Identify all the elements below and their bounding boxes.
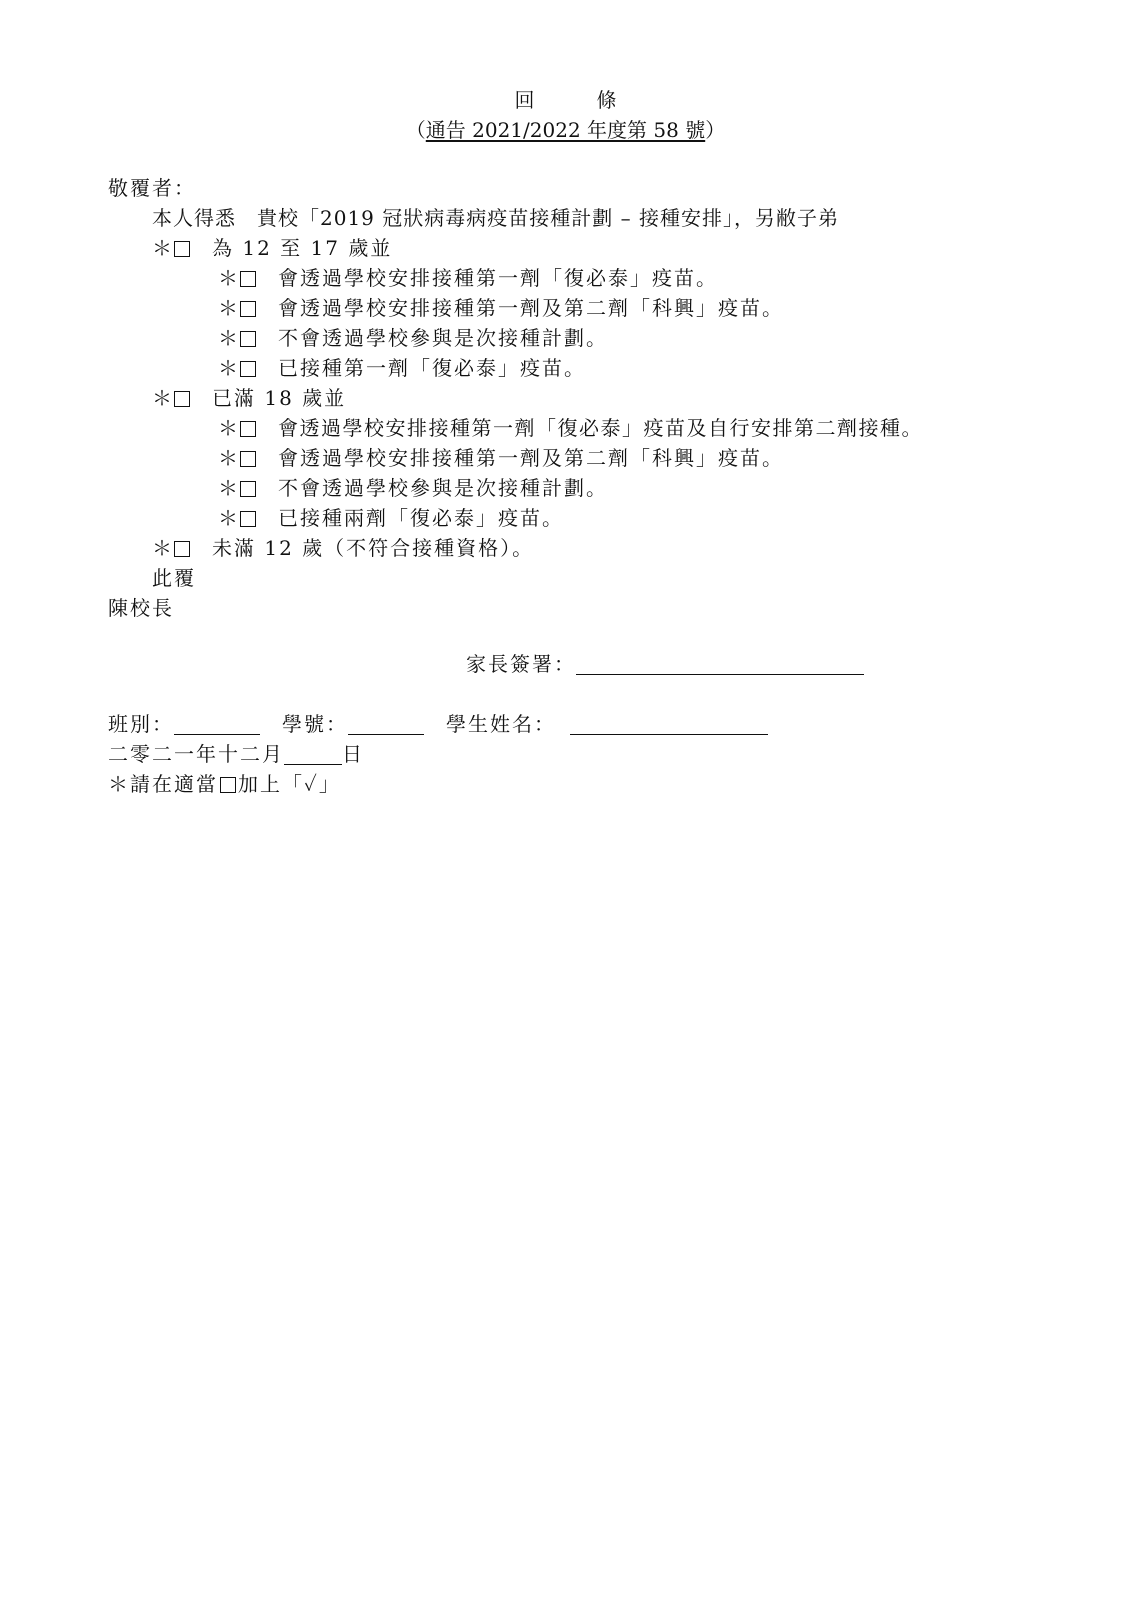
group-label: 未滿 12 歲（不符合接種資格）。 <box>212 536 535 560</box>
asterisk-mark: ＊ <box>218 416 238 440</box>
option-18-first-dose-biontech-self-second[interactable] <box>218 416 923 440</box>
date-suffix: 日 <box>342 742 364 766</box>
asterisk-mark: ＊ <box>218 506 238 530</box>
subtitle-open-paren: （ <box>405 118 426 142</box>
checkbox[interactable] <box>240 361 256 377</box>
signature-field[interactable] <box>576 654 864 675</box>
option-18-already-two-doses[interactable] <box>218 506 564 530</box>
checkbox[interactable] <box>240 511 256 527</box>
checkbox[interactable] <box>240 481 256 497</box>
notice-reference <box>0 118 1131 142</box>
asterisk-mark: ＊ <box>152 236 172 260</box>
option-label: 會透過學校安排接種第一劑「復必泰」疫苗。 <box>278 266 718 290</box>
recipient: 陳校長 <box>108 596 174 620</box>
asterisk-mark: ＊ <box>218 356 238 380</box>
checkbox[interactable] <box>240 331 256 347</box>
option-label: 已接種第一劑「復必泰」疫苗。 <box>278 356 586 380</box>
parent-signature <box>466 652 864 676</box>
date-day-field[interactable] <box>284 744 342 765</box>
option-under-12[interactable] <box>152 536 534 560</box>
intro-text: 本人得悉 貴校「2019 冠狀病毒病疫苗接種計劃 – 接種安排」，另敝子弟 <box>152 206 839 230</box>
option-12-17-already-first-dose[interactable] <box>218 356 586 380</box>
student-name-field[interactable] <box>570 714 768 735</box>
date-prefix: 二零二一年十二月 <box>108 742 284 766</box>
checkbox[interactable] <box>174 541 190 557</box>
checkbox-icon <box>220 777 236 793</box>
class-label: 班別： <box>108 712 174 736</box>
group-label: 為 12 至 17 歲並 <box>212 236 393 260</box>
checkbox[interactable] <box>240 421 256 437</box>
option-18-sinovac-two-doses[interactable] <box>218 446 784 470</box>
notice-number: 通告 2021/2022 年度第 58 號 <box>425 118 706 142</box>
option-18-not-participating[interactable] <box>218 476 608 500</box>
form-title <box>0 88 1131 112</box>
checkbox[interactable] <box>174 241 190 257</box>
title-char-2: 條 <box>596 88 617 112</box>
option-group-18-plus[interactable] <box>152 386 346 410</box>
option-label: 不會透過學校參與是次接種計劃。 <box>278 326 608 350</box>
checkbox[interactable] <box>174 391 190 407</box>
checkbox[interactable] <box>240 301 256 317</box>
option-label: 會透過學校安排接種第一劑及第二劑「科興」疫苗。 <box>278 296 784 320</box>
student-number-field[interactable] <box>348 714 424 735</box>
checkbox[interactable] <box>240 271 256 287</box>
option-label: 不會透過學校參與是次接種計劃。 <box>278 476 608 500</box>
asterisk-mark: ＊ <box>218 326 238 350</box>
closing-text: 此覆 <box>152 566 196 590</box>
student-name-label: 學生姓名： <box>446 712 556 736</box>
instruction-note <box>108 772 341 796</box>
option-12-17-sinovac-two-doses[interactable] <box>218 296 784 320</box>
asterisk-mark: ＊ <box>218 266 238 290</box>
asterisk-mark: ＊ <box>218 296 238 320</box>
option-group-12-17[interactable] <box>152 236 392 260</box>
option-12-17-not-participating[interactable] <box>218 326 608 350</box>
salutation: 敬覆者： <box>108 176 196 200</box>
student-number-label: 學號： <box>282 712 348 736</box>
option-12-17-first-dose-biontech[interactable] <box>218 266 718 290</box>
option-label: 會透過學校安排接種第一劑「復必泰」疫苗及自行安排第二劑接種。 <box>278 416 923 440</box>
instruction-suffix: 加上「✓」 <box>238 772 341 796</box>
asterisk-mark: ＊ <box>218 476 238 500</box>
title-char-1: 回 <box>514 88 535 112</box>
checkbox[interactable] <box>240 451 256 467</box>
asterisk-mark: ＊ <box>218 446 238 470</box>
option-label: 會透過學校安排接種第一劑及第二劑「科興」疫苗。 <box>278 446 784 470</box>
instruction-prefix: ＊請在適當 <box>108 772 218 796</box>
date-row <box>108 742 364 766</box>
signature-label: 家長簽署： <box>466 652 576 676</box>
asterisk-mark: ＊ <box>152 536 172 560</box>
subtitle-close-paren: ） <box>705 118 726 142</box>
group-label: 已滿 18 歲並 <box>212 386 347 410</box>
option-label: 已接種兩劑「復必泰」疫苗。 <box>278 506 564 530</box>
class-field[interactable] <box>174 714 260 735</box>
asterisk-mark: ＊ <box>152 386 172 410</box>
student-info-row <box>108 712 768 736</box>
